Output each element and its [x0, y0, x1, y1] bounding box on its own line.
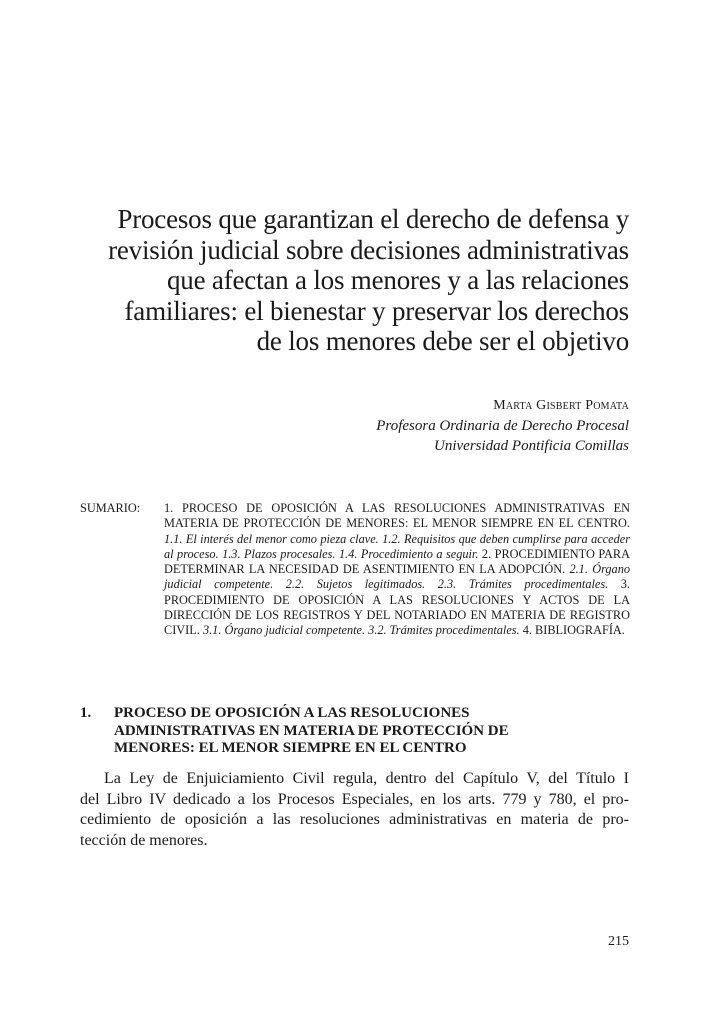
- section-heading: [80, 705, 640, 758]
- body-line: La Ley de Enjuiciamiento Civil regula, dentro del Capítulo V, del Título I: [104, 770, 629, 787]
- summary-subitems: 2.1. Órgano judicial competente. 2.2. Sujetos legitimados. 2.3. Trámites procedimentales.: [164, 562, 630, 592]
- summary-item: 4. BIBLIOGRAFÍA.: [519, 623, 625, 638]
- body-line: tección de menores.: [80, 831, 208, 849]
- heading-line: MENORES: EL MENOR SIEMPRE EN EL CENTRO: [114, 740, 467, 756]
- summary-subitems: 1.1. El interés del menor como pieza clave. 1.2. Requisitos que deben cumplirse para acceder al proceso. 1.3. Plazos procesales. 1.4. Procedimiento a seguir.: [164, 531, 630, 561]
- summary-item: 2. PROCEDIMIENTO PARA DETERMINAR LA NECESIDAD DE ASENTIMIENTO EN LA ADOPCIÓN.: [164, 546, 630, 577]
- summary-block: [80, 501, 630, 639]
- summary-item: 3. PROCEDIMIENTO DE OPOSICIÓN A LAS RESOLUCIONES Y ACTOS DE LA DIRECCIÓN DE LOS REGISTROS Y DEL NOTARIADO EN MATERIA DE REGISTRO CIVIL.: [164, 577, 630, 638]
- body-paragraph: [80, 769, 629, 851]
- body-line: del Libro IV dedicado a los Procesos Especiales, en los arts. 779 y 780, el pro-: [80, 790, 629, 808]
- author-institution: Universidad Pontificia Comillas: [434, 438, 629, 454]
- summary-subitems: 3.1. Órgano judicial competente. 3.2. Trámites procedimentales.: [202, 623, 520, 638]
- author-position: Profesora Ordinaria de Derecho Procesal: [376, 418, 629, 434]
- title-line: que afectan a los menores y a las relaciones: [167, 265, 629, 295]
- title-line: de los menores debe ser el objetivo: [256, 326, 629, 356]
- title-line: familiares: el bienestar y preservar los derechos: [124, 295, 629, 326]
- title-line: revisión judicial sobre decisiones administrativas: [108, 234, 629, 265]
- article-title: [80, 204, 629, 357]
- summary-label: SUMARIO:: [80, 501, 141, 515]
- page-number: 215: [608, 934, 629, 949]
- section-number: 1.: [80, 705, 92, 721]
- summary-text: [164, 501, 630, 639]
- title-line: Procesos que garantizan el derecho de defensa y: [117, 204, 629, 234]
- body-line: cedimiento de oposición a las resoluciones administrativas en materia de pro-: [80, 811, 629, 828]
- author-block: [269, 396, 629, 456]
- section-heading-text: [114, 705, 640, 758]
- heading-line: ADMINISTRATIVAS EN MATERIA DE PROTECCIÓN DE: [114, 722, 509, 739]
- author-name: Marta Gisbert Pomata: [493, 398, 629, 413]
- heading-line: PROCESO DE OPOSICIÓN A LAS RESOLUCIONES: [114, 705, 470, 721]
- summary-item: 1. PROCESO DE OPOSICIÓN A LAS RESOLUCIONES ADMINISTRATIVAS EN MATERIA DE PROTECCIÓN DE MENORES: EL MENOR SIEMPRE EN EL CENTRO.: [164, 501, 630, 531]
